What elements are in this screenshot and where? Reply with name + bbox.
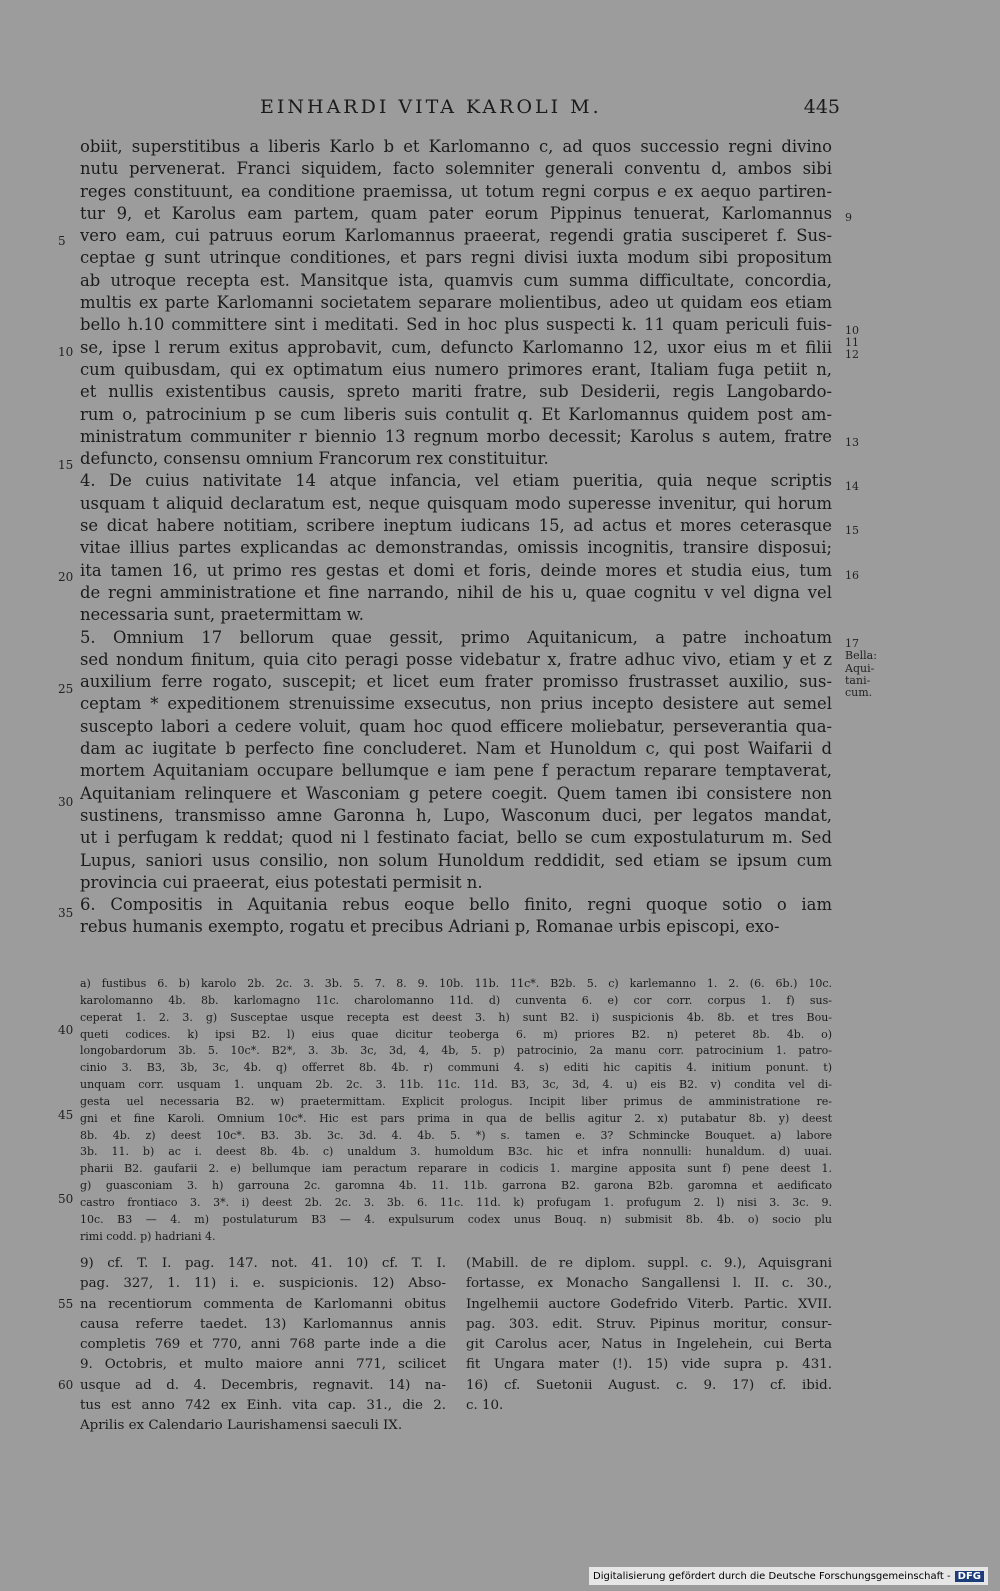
line-number: 17 <box>845 637 859 650</box>
text-line: se dicat habere notitiam, scribere ineptum iudicans 15, ad actus et mores ceterasque <box>80 516 832 536</box>
footnotes-left-column <box>80 1254 446 1437</box>
line-number: 9 <box>845 211 852 224</box>
funding-text: Digitalisierung gefördert durch die Deutsche Forschungsgemeinschaft - <box>593 1570 951 1582</box>
footnotes-right-column <box>466 1254 832 1416</box>
text-line: completis 769 et 770, anni 768 parte inde a die <box>80 1337 446 1353</box>
text-line: g) guasconiam 3. h) garrouna 2c. garomna 4b. 11. 11b. garrona B2. garona B2b. garomna et aedificato <box>80 1179 832 1193</box>
text-line: usquam t aliquid declaratum est, neque quisquam modo superesse invenitur, qui horum <box>80 493 832 513</box>
text-line: auxilium ferre rogato, suscepit; et licet eum frater promisso frustrasset auxilio, sus- <box>80 672 832 692</box>
line-number: 11 <box>845 336 859 349</box>
text-line: 3b. 11. b) ac i. deest 8b. 4b. c) unaldum 3. humoldum B3c. hic et infra nonnulli: hunaldum. d) uuai. <box>80 1145 832 1159</box>
text-line: 9) cf. T. I. pag. 147. not. 41. 10) cf. T. I. <box>80 1256 446 1271</box>
line-number: 16 <box>845 569 859 582</box>
line-number: 12 <box>845 348 859 361</box>
line-number: tani- <box>845 674 871 687</box>
text-line: 5. Omnium 17 bellorum quae gessit, primo Aquitanicum, a patre inchoatum <box>80 627 832 647</box>
line-number: 5 <box>58 234 66 248</box>
text-line: a) fustibus 6. b) karolo 2b. 2c. 3. 3b. 5. 7. 8. 9. 10b. 11b. 11c*. B2b. 5. c) karlemanno 1. 2. (6. 6b.) 10c. <box>80 977 832 990</box>
text-line: vitae illius partes explicandas ac demonstrandas, omissis incognitis, transire disposui; <box>80 538 832 558</box>
line-number: Bella: <box>845 649 877 662</box>
text-line: ceperat 1. 2. 3. g) Susceptae usque recepta est deest 3. h) sunt B2. i) suspicionis 4b. 8b. et tres Bou- <box>80 1010 832 1024</box>
line-number: 15 <box>58 458 74 472</box>
text-line: na recentiorum commenta de Karlomanni obitus <box>80 1296 446 1312</box>
text-line: de regni amministratione et fine narrando, nihil de his u, quae cognitu v vel digna vel <box>80 582 832 602</box>
text-line: gni et fine Karoli. Omnium 10c*. Hic est pars prima in qua de bellis agitur 2. x) putabatur 8b. y) deest <box>80 1111 832 1125</box>
line-number: 40 <box>58 1023 74 1037</box>
text-line: rebus humanis exempto, rogatu et precibus Adriani p, Romanae urbis episcopi, exo- <box>80 917 780 937</box>
text-line: rimi codd. p) hadriani 4. <box>80 1229 216 1243</box>
text-line: cum quibusdam, qui ex optimatum eius numero primores erant, Italiam fuga petiit n, <box>80 359 832 379</box>
running-title: EINHARDI VITA KAROLI M. <box>260 96 602 118</box>
text-line: karolomanno 4b. 8b. karlomagno 11c. charolomanno 11d. d) cunventa 6. e) cor corr. corpus 1. f) sus- <box>80 993 832 1007</box>
text-line: nutu pervenerat. Franci siquidem, facto solemniter generali conventu d, ambos sibi <box>80 159 832 179</box>
text-line: 8b. 4b. z) deest 10c*. B3. 3b. 3c. 3d. 4. 4b. 5. *) s. tamen e. 3? Schmincke Bouquet. a) labore <box>80 1128 832 1142</box>
text-line: Ingelhemii auctore Godefrido Viterb. Partic. XVII. <box>466 1296 832 1312</box>
text-line: cinio 3. B3, 3b, 3c, 4b. q) offerret 8b. 4b. r) communi 4. s) editi hic capitis 4. initium ponunt. t) <box>80 1061 832 1075</box>
text-line: sed nondum finitum, quia cito peragi posse videbatur x, fratre adhuc vivo, etiam y et z <box>80 649 832 669</box>
text-line: longobardorum 3b. 5. 10c*. B2*, 3. 3b. 3c, 3d, 4, 4b, 5. p) patrocinio, 2a manu corr. patrocinium 1. patro- <box>80 1044 832 1058</box>
text-line: ut i perfugam k reddat; quod ni l festinato faciat, bello se cum expostulaturum m. Sed <box>80 828 832 848</box>
line-number: 55 <box>58 1297 74 1311</box>
text-line: queti codices. k) ipsi B2. l) eius quae dicitur teoberga 6. m) priores B2. n) peteret 8b. 4b. o) <box>80 1027 832 1041</box>
text-line: ceptam * expeditionem strenuissime exsecutus, non prius incepto desistere aut semel <box>80 694 832 714</box>
line-number: 25 <box>58 682 74 696</box>
text-line: multis ex parte Karlomanni societatem separare molientibus, adeo ut quidam eos etiam <box>80 293 832 313</box>
text-line: provincia cui praeerat, eius potestati permisit n. <box>80 872 483 892</box>
text-line: c. 10. <box>466 1398 504 1414</box>
text-line: 16) cf. Suetonii August. c. 9. 17) cf. ibid. <box>466 1377 832 1393</box>
text-line: Lupus, saniori usus consilio, non solum Hunoldum reddidit, sed etiam se ipsum cum <box>80 850 832 870</box>
text-line: et nullis existentibus causis, spreto mariti fratre, sub Desiderii, regis Langobardo- <box>80 382 832 402</box>
page-number: 445 <box>803 96 840 118</box>
text-line: fortasse, ex Monacho Sangallensi l. II. c. 30., <box>466 1276 832 1292</box>
line-number: 10 <box>58 345 74 359</box>
text-line: castro frontiaco 3. 3*. i) deest 2b. 2c. 3. 3b. 6. 11c. 11d. k) profugam 1. profugum 2. l) nisi 3. 3c. 9. <box>80 1195 832 1209</box>
text-line: rum o, patrocinium p se cum liberis suis contulit q. Et Karlomannus quidem post am- <box>80 404 832 424</box>
text-line: dam ac iugitate b perfecto fine concluderet. Nam et Hunoldum c, qui post Waifarii d <box>80 739 832 759</box>
text-line: causa referre taedet. 13) Karlomannus annis <box>80 1316 446 1332</box>
text-line: gesta uel necessaria B2. w) praetermittam. Explicit prologus. Incipit liber primus de amministratione re- <box>80 1094 832 1108</box>
text-line: se, ipse l rerum exitus approbavit, cum, defuncto Karlomanno 12, uxor eius m et filii <box>80 337 832 357</box>
text-line: tur 9, et Karolus eam partem, quam pater eorum Pippinus tenuerat, Karlomannus <box>80 203 832 223</box>
text-line: sustinens, transmisso amne Garonna h, Lupo, Wasconum duci, per legatos mandat, <box>80 805 832 825</box>
text-line: Aquitaniam relinquere et Wasconiam g petere coegit. Quem tamen ibi consistere non <box>80 783 832 803</box>
text-line: 10c. B3 — 4. m) postulaturum B3 — 4. expulsurum codex unus Bouq. n) submisit 8b. 4b. o) socio plu <box>80 1212 832 1226</box>
text-line: pharii B2. gaufarii 2. e) bellumque iam peractum reparare in codicis 1. margine apposita sunt f) pene deest 1. <box>80 1162 832 1176</box>
text-line: necessaria sunt, praetermittam w. <box>80 605 365 625</box>
text-line: pag. 327, 1. 11) i. e. suspicionis. 12) Abso- <box>80 1276 446 1292</box>
line-number: cum. <box>845 686 873 699</box>
dfg-logo: DFG <box>955 1571 984 1582</box>
text-line: 6. Compositis in Aquitania rebus eoque bello finito, regni quoque sotio o iam <box>80 895 832 915</box>
line-number: Aqui- <box>845 662 875 675</box>
critical-apparatus <box>80 976 832 1246</box>
text-line: ita tamen 16, ut primo res gestas et domi et foris, deinde mores et studia eius, tum <box>80 560 832 580</box>
text-line: pag. 303. edit. Struv. Pipinus moritur, consur- <box>466 1316 832 1332</box>
line-number: 15 <box>845 524 859 537</box>
text-line: unquam corr. usquam 1. unquam 2b. 2c. 3. 11b. 11c. 11d. B3, 3c, 3d, 4. u) eis B2. v) condita vel di- <box>80 1078 832 1092</box>
line-number: 13 <box>845 436 859 449</box>
main-text <box>80 136 832 939</box>
text-line: ceptae g sunt utrinque conditiones, et pars regni divisi iuxta modum sibi propositum <box>80 248 832 268</box>
text-line: mortem Aquitaniam occupare bellumque e iam pene f peractum reparare temptaverat, <box>80 761 832 781</box>
text-line: obiit, superstitibus a liberis Karlo b et Karlomanno c, ad quos successio regni divino <box>80 137 832 156</box>
funding-footer <box>589 1567 988 1585</box>
line-number: 10 <box>845 324 859 337</box>
text-line: reges constituunt, ea conditione praemissa, ut totum regni corpus e ex aequo partiren- <box>80 181 832 201</box>
text-line: tus est anno 742 ex Einh. vita cap. 31., die 2. <box>80 1398 446 1414</box>
text-line: vero eam, cui patruus eorum Karlomannus praeerat, regendi gratia susciperet f. Sus- <box>80 226 832 246</box>
line-number: 20 <box>58 570 74 584</box>
text-line: ministratum communiter r biennio 13 regnum morbo decessit; Karolus s autem, fratre <box>80 426 832 446</box>
text-line: suscepto labori a cedere voluit, quam hoc quod efficere moliebatur, perseverantia qua- <box>80 716 832 736</box>
text-line: usque ad d. 4. Decembris, regnavit. 14) na- <box>80 1377 446 1393</box>
text-line: (Mabill. de re diplom. suppl. c. 9.), Aquisgrani <box>466 1256 832 1271</box>
text-line: fit Ungara mater (!). 15) vide supra p. 431. <box>466 1357 832 1373</box>
line-number: 45 <box>58 1108 74 1122</box>
running-header <box>80 96 840 126</box>
text-line: 9. Octobris, et multo maiore anni 771, scilicet <box>80 1357 446 1373</box>
line-number: 60 <box>58 1378 74 1392</box>
text-line: bello h.10 committere sint i meditati. Sed in hoc plus suspecti k. 11 quam periculi fuis- <box>80 315 832 335</box>
line-number: 35 <box>58 906 74 920</box>
text-line: ab utroque recepta est. Mansitque ista, quamvis cum summa difficultate, concordia, <box>80 270 832 290</box>
line-number: 50 <box>58 1192 74 1206</box>
text-line: 4. De cuius nativitate 14 atque infancia, vel etiam pueritia, quia neque scriptis <box>80 471 832 491</box>
text-line: git Carolus acer, Natus in Ingelehein, cui Berta <box>466 1337 832 1353</box>
line-number: 30 <box>58 795 74 809</box>
text-line: Aprilis ex Calendario Laurishamensi saeculi IX. <box>80 1418 403 1434</box>
text-line: defuncto, consensu omnium Francorum rex constituitur. <box>80 449 549 469</box>
line-number: 14 <box>845 480 859 493</box>
